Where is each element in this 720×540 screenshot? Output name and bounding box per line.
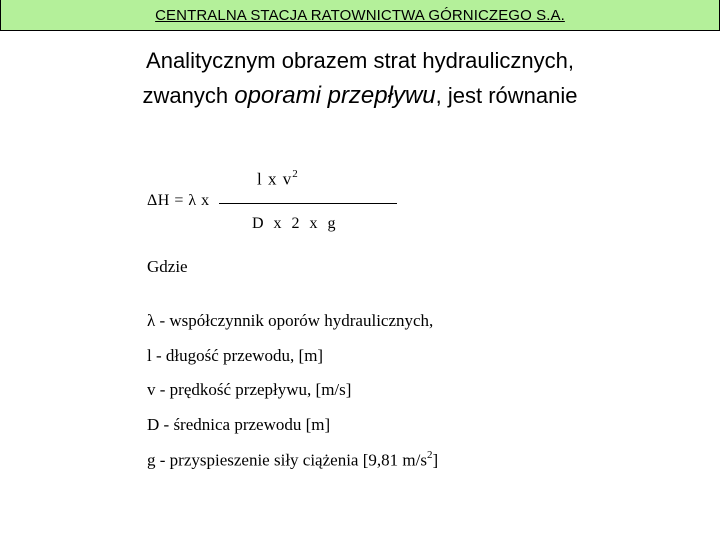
gravity-closing: ] — [432, 450, 439, 470]
formula-denominator: D x 2 x g — [252, 215, 339, 232]
fraction-bar — [219, 203, 397, 204]
gravity-exponent: 2 — [426, 449, 433, 461]
legend-item-velocity: v - prędkość przepływu, [m/s] — [147, 380, 352, 399]
formula-numerator — [257, 169, 299, 190]
legend-intro: Gdzie — [147, 257, 188, 276]
numerator-text: l x v — [257, 169, 293, 189]
legend-item-gravity — [147, 450, 438, 471]
numerator-exponent: 2 — [292, 168, 299, 180]
gravity-text: g - przyspieszenie siły ciążenia [9,81 m/s — [147, 450, 427, 470]
legend-item-lambda: λ - współczynnik oporów hydraulicznych, — [147, 311, 434, 330]
formula-lhs: ΔH = λ x — [147, 192, 210, 209]
legend-item-diameter: D - średnica przewodu [m] — [147, 415, 331, 434]
slide-title-line-2 — [0, 82, 720, 110]
slide-title-line-1: Analitycznym obrazem strat hydraulicznych, — [146, 48, 574, 73]
header-title: CENTRALNA STACJA RATOWNICTWA GÓRNICZEGO S.A. — [155, 6, 565, 24]
title-text-before: zwanych — [142, 83, 235, 108]
legend-item-length: l - długość przewodu, [m] — [147, 346, 324, 365]
title-text-after: , jest równanie — [435, 83, 578, 108]
header-bar — [0, 0, 720, 31]
title-emphasis: oporami przepływu — [234, 82, 436, 109]
